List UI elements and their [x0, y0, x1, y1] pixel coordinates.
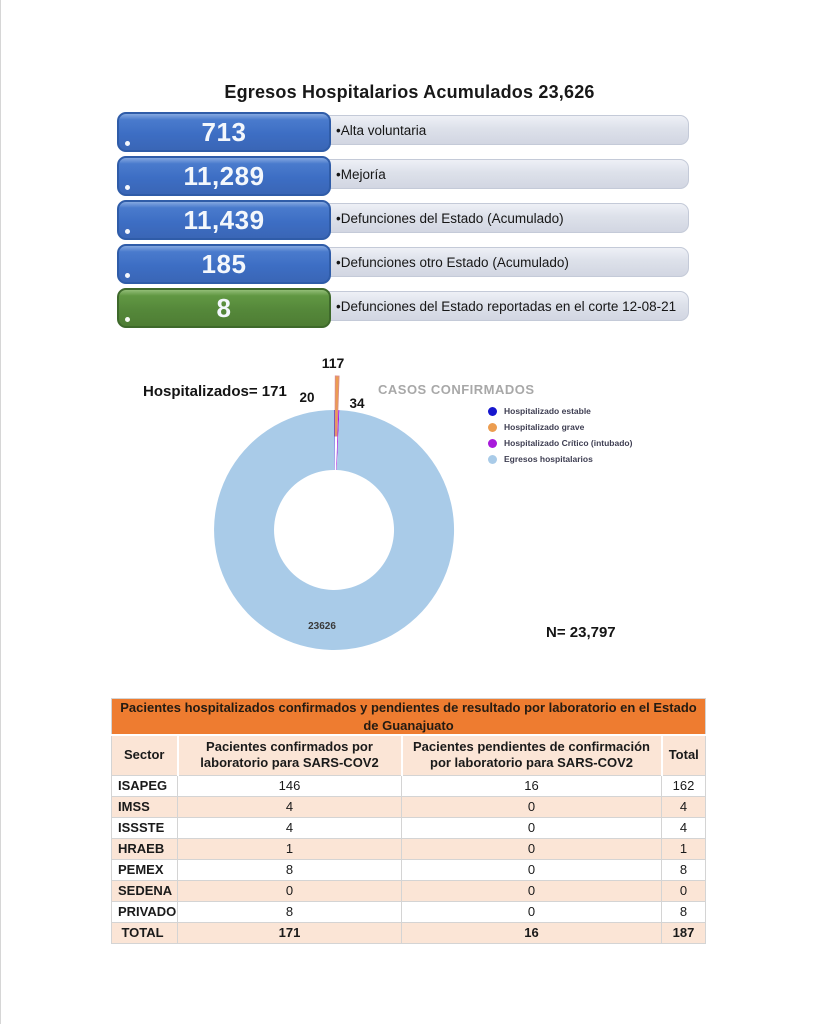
legend-item-critico	[488, 435, 668, 451]
cell-confirmados: 1	[178, 838, 402, 859]
summary-row-defunciones-corte	[1, 288, 817, 328]
table-row	[112, 817, 706, 838]
table-row	[112, 775, 706, 796]
table-title-row	[112, 699, 706, 736]
legend-dot-egresos-icon	[488, 455, 497, 464]
summary-label: •Defunciones del Estado reportadas en el corte 12-08-21	[336, 298, 677, 314]
summary-value-box	[117, 112, 331, 152]
legend-dot-critico-icon	[488, 439, 497, 448]
cell-confirmados: 4	[178, 817, 402, 838]
page-title: Egresos Hospitalarios Acumulados 23,626	[224, 82, 595, 102]
cell-confirmados: 171	[178, 922, 402, 943]
summary-value-box	[117, 200, 331, 240]
summary-row-defunciones-otro	[1, 244, 817, 284]
cell-total: 187	[662, 922, 706, 943]
cell-confirmados: 8	[178, 859, 402, 880]
cell-total: 1	[662, 838, 706, 859]
summary-label-bar	[321, 247, 689, 277]
summary-value: 185	[201, 248, 247, 279]
cell-confirmados: 0	[178, 880, 402, 901]
table-row	[112, 880, 706, 901]
cell-confirmados: 146	[178, 775, 402, 796]
cell-sector: SEDENA	[112, 880, 178, 901]
summary-label-bar	[321, 115, 689, 145]
summary-label: •Mejoría	[336, 166, 386, 182]
slice-label-estable: 20	[299, 390, 315, 405]
n-total-note: N= 23,797	[546, 624, 616, 641]
table-title: Pacientes hospitalizados confirmados y pendientes de resultado por laboratorio en el Estado de Guanajuato	[112, 699, 706, 736]
summary-label-bar	[321, 203, 689, 233]
cell-sector: PRIVADO	[112, 901, 178, 922]
col-header-sector: Sector	[112, 735, 178, 775]
lab-results-table	[111, 698, 706, 944]
summary-row-mejoria	[1, 156, 817, 196]
corner-dot	[125, 229, 130, 234]
cell-total: 4	[662, 817, 706, 838]
cell-pendientes: 0	[402, 901, 662, 922]
summary-value-box	[117, 156, 331, 196]
cell-sector: IMSS	[112, 796, 178, 817]
corner-dot	[125, 317, 130, 322]
slice-label-egresos: 23626	[308, 621, 336, 632]
summary-row-alta	[1, 112, 817, 152]
col-header-pendientes: Pacientes pendientes de confirmación por laboratorio para SARS-COV2	[402, 735, 662, 775]
chart-title: CASOS CONFIRMADOS	[378, 382, 535, 397]
summary-label: •Defunciones del Estado (Acumulado)	[336, 210, 564, 226]
summary-value: 11,439	[183, 204, 265, 235]
table-row	[112, 901, 706, 922]
summary-value-box	[117, 244, 331, 284]
summary-label-bar	[321, 159, 689, 189]
legend-item-grave	[488, 419, 668, 435]
chart-legend	[488, 403, 668, 467]
table-row	[112, 796, 706, 817]
legend-label: Hospitalizado grave	[504, 422, 585, 432]
cell-pendientes: 0	[402, 817, 662, 838]
cell-total: 0	[662, 880, 706, 901]
legend-dot-grave-icon	[488, 423, 497, 432]
summary-value: 713	[201, 116, 247, 147]
legend-label: Hospitalizado estable	[504, 406, 591, 416]
legend-dot-estable-icon	[488, 407, 497, 416]
cell-pendientes: 16	[402, 775, 662, 796]
cell-pendientes: 0	[402, 838, 662, 859]
cell-total: 4	[662, 796, 706, 817]
cell-sector: ISAPEG	[112, 775, 178, 796]
cell-sector: TOTAL	[112, 922, 178, 943]
col-header-confirmados: Pacientes confirmados por laboratorio para SARS-COV2	[178, 735, 402, 775]
cell-pendientes: 0	[402, 859, 662, 880]
donut-slice-0	[334, 410, 335, 470]
legend-label: Hospitalizado Crítico (intubado)	[504, 438, 633, 448]
summary-label: •Alta voluntaria	[336, 122, 427, 138]
summary-value-box	[117, 288, 331, 328]
slice-label-critico: 34	[349, 396, 365, 411]
table-header-row	[112, 735, 706, 775]
table-row	[112, 859, 706, 880]
summary-row-defunciones-estado	[1, 200, 817, 240]
cell-pendientes: 16	[402, 922, 662, 943]
col-header-total: Total	[662, 735, 706, 775]
cell-pendientes: 0	[402, 880, 662, 901]
legend-item-estable	[488, 403, 668, 419]
cell-confirmados: 4	[178, 796, 402, 817]
cell-total: 8	[662, 859, 706, 880]
slice-label-grave: 117	[321, 355, 345, 371]
hospitalizados-note: Hospitalizados= 171	[143, 383, 287, 400]
cell-sector: PEMEX	[112, 859, 178, 880]
table-total-row	[112, 922, 706, 943]
summary-label: •Defunciones otro Estado (Acumulado)	[336, 254, 569, 270]
cell-pendientes: 0	[402, 796, 662, 817]
summary-value: 8	[216, 292, 232, 323]
cell-total: 8	[662, 901, 706, 922]
corner-dot	[125, 273, 130, 278]
cell-sector: ISSSTE	[112, 817, 178, 838]
cell-confirmados: 8	[178, 901, 402, 922]
cell-total: 162	[662, 775, 706, 796]
corner-dot	[125, 141, 130, 146]
cell-sector: HRAEB	[112, 838, 178, 859]
summary-value: 11,289	[183, 160, 265, 191]
table-row	[112, 838, 706, 859]
summary-label-bar	[321, 291, 689, 321]
legend-label: Egresos hospitalarios	[504, 454, 593, 464]
corner-dot	[125, 185, 130, 190]
legend-item-egresos	[488, 451, 668, 467]
